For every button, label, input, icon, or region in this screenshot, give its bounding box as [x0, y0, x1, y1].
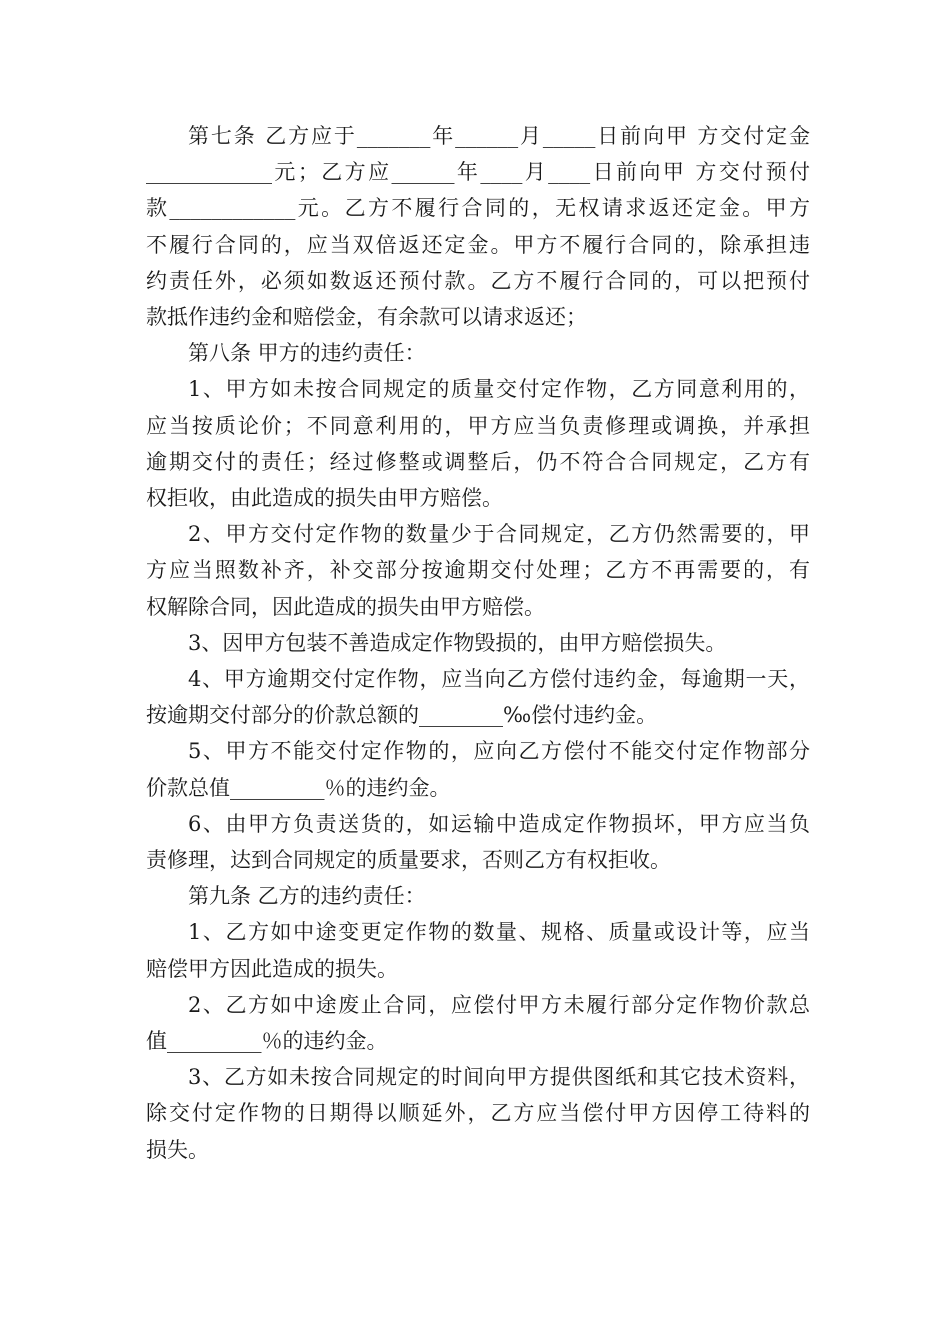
text-line: 约责任外，必须如数返还预付款。乙方不履行合同的，可以把预付	[146, 268, 810, 293]
text-line: 应当按质论价；不同意利用的，甲方应当负责修理或调换，并承担	[146, 413, 810, 438]
text-line: 5、甲方不能交付定作物的，应向乙方偿付不能交付定作物部分	[188, 739, 810, 764]
text-line: 款____________元。乙方不履行合同的，无权请求返还定金。甲方	[146, 196, 810, 221]
text-line: 第八条 甲方的违约责任：	[188, 341, 426, 366]
paragraph-art7	[146, 118, 810, 335]
paragraph-art8-1	[146, 371, 810, 516]
paragraph-art8-2	[146, 516, 810, 625]
text-line: 不履行合同的，应当双倍返还定金。甲方不履行合同的，除承担违	[146, 232, 810, 257]
text-line: 权拒收，由此造成的损失由甲方赔偿。	[146, 486, 503, 511]
text-line: 2、甲方交付定作物的数量少于合同规定，乙方仍然需要的，甲	[188, 522, 810, 547]
text-line: 损失。	[146, 1137, 209, 1162]
paragraph-art9-1	[146, 914, 810, 986]
text-line: 款抵作违约金和赔偿金，有余款可以请求返还；	[146, 305, 587, 330]
paragraph-art8-3	[146, 625, 810, 661]
paragraph-art8-5	[146, 733, 810, 805]
text-line: 责修理，达到合同规定的质量要求，否则乙方有权拒收。	[146, 848, 671, 873]
text-line: 除交付定作物的日期得以顺延外，乙方应当偿付甲方因停工待料的	[146, 1101, 810, 1126]
text-line: 逾期交付的责任；经过修整或调整后，仍不符合合同规定，乙方有	[146, 449, 810, 474]
paragraph-art8-heading	[146, 335, 810, 371]
text-line: 3、乙方如未按合同规定的时间向甲方提供图纸和其它技术资料，	[188, 1065, 810, 1090]
paragraph-art8-6	[146, 806, 810, 878]
text-line: 值_________％的违约金。	[146, 1029, 388, 1054]
paragraph-art9-heading	[146, 878, 810, 914]
text-line: 价款总值_________％的违约金。	[146, 775, 451, 800]
text-line: 按逾期交付部分的价款总额的________‰偿付违约金。	[146, 703, 658, 728]
text-line: 赔偿甲方因此造成的损失。	[146, 956, 398, 981]
text-line: 1、乙方如中途变更定作物的数量、规格、质量或设计等，应当	[188, 920, 810, 945]
text-line: 方应当照数补齐，补交部分按逾期交付处理；乙方不再需要的，有	[146, 558, 810, 583]
text-line: 第九条 乙方的违约责任：	[188, 884, 426, 909]
document-page	[146, 118, 810, 1168]
text-line: 2、乙方如中途废止合同，应偿付甲方未履行部分定作物价款总	[188, 992, 810, 1017]
text-line: 4、甲方逾期交付定作物，应当向乙方偿付违约金，每逾期一天，	[188, 667, 810, 692]
text-line: 权解除合同，因此造成的损失由甲方赔偿。	[146, 594, 545, 619]
paragraph-art9-2	[146, 987, 810, 1059]
text-line: 6、由甲方负责送货的，如运输中造成定作物损坏，甲方应当负	[188, 811, 810, 836]
paragraph-art8-4	[146, 661, 810, 733]
text-line: 第七条 乙方应于_______年______月_____日前向甲 方交付定金	[188, 124, 810, 148]
paragraph-art9-3	[146, 1059, 810, 1168]
text-line: 1、甲方如未按合同规定的质量交付定作物，乙方同意利用的，	[188, 377, 810, 402]
text-line: ____________元；乙方应______年____月____日前向甲 方交付预付	[146, 160, 810, 185]
text-line: 3、因甲方包装不善造成定作物毁损的，由甲方赔偿损失。	[188, 630, 727, 655]
